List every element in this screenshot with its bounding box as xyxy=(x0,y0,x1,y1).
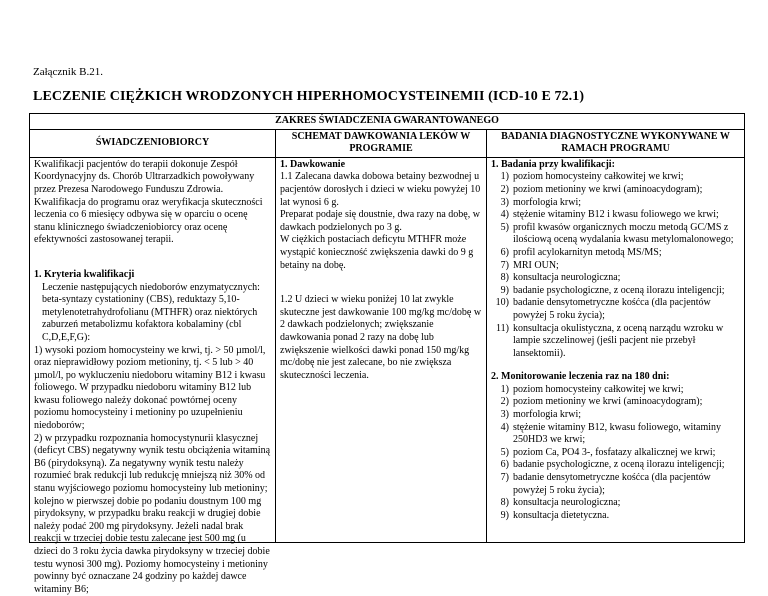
criteria-item-2: 2) w przypadku rozpoznania homocystynurii klasycznej (deficyt CBS) negatywny wynik testu obciążenia witaminą B6 (pirydoksyną). Za negatywny wynik testu należy rozumieć brak redukcji lub redukcję mniejszą niż 30% od stanu wyjściowego poziomu homocysteiny lub metioniny; kolejno w pierwszej dobie po podaniu doustnym 100 mg pirydoksyny, w przypadku braku reakcji w drugiej dobie należy podać 200 mg pirydoksyny. Jeżeli nadal brak reakcji w trzeciej dobie testu zalecane jest 500 mg (u dzieci do 3 roku życia dawka pirydoksyny w trzeciej dobie testu wynosi 300 mg). Poziomy homocysteiny i metioniny powinny być oznaczane 24 godziny po każdej dawce witaminy B6; xyxy=(34,432,271,595)
list-text: morfologia krwi; xyxy=(513,196,582,208)
list-item xyxy=(491,459,740,472)
criteria-title: 1. Kryteria kwalifikacji xyxy=(34,268,135,280)
list-text: konsultacja dietetyczna. xyxy=(513,509,610,521)
list-item xyxy=(491,222,740,247)
diagnostics-cell xyxy=(487,157,745,542)
list-text: profil kwasów organicznych moczu metodą GC/MS z ilościową oceną wydalania kwasu metylomalonowego; xyxy=(513,221,734,246)
list-number: 7) xyxy=(500,259,509,271)
monitoring-title: 2. Monitorowanie leczenia raz na 180 dni: xyxy=(491,371,670,383)
list-item xyxy=(491,209,740,222)
criteria-intro: Leczenie następujących niedoborów enzymatycznych: beta-syntazy cystationiny (CBS), reduktazy 5,10-metylenotetrahydrofolianu (MTHFR) oraz niektórych zaburzeń metabolizmu kofaktora kobalaminy (cbl C,D,E,F,G): xyxy=(42,281,260,343)
list-text: badanie densytometryczne kośćca (dla pacjentów powyżej 5 roku życia); xyxy=(513,297,711,321)
dosage-paragraph-3: W ciężkich postaciach deficytu MTHFR może wystąpić konieczność zwiększenia dawki do 9 g betainy na dobę. xyxy=(280,234,474,271)
list-text: stężenie witaminy B12, kwasu foliowego, witaminy 250HD3 we krwi; xyxy=(513,421,722,446)
list-text: badanie psychologiczne, z oceną ilorazu inteligencji; xyxy=(513,459,725,471)
list-item xyxy=(491,472,740,497)
qualification-tests-title: 1. Badania przy kwalifikacji: xyxy=(491,158,615,170)
list-item xyxy=(491,272,740,285)
col1-header: ŚWIADCZENIOBIORCY xyxy=(30,129,276,157)
criteria-item-1: 1) wysoki poziom homocysteiny we krwi, tj. > 50 µmol/l, oraz nieprawidłowy poziom metioniny, tj. < 5 lub > 40 µmol/l, po wykluczeniu niedoboru witaminy B12 i kwasu foliowego. W przypadku niedoboru witaminy B12 lub kwasu foliowego należy dokonać powtórnej oceny poziomu homocysteiny i metioniny po uzupełnieniu niedoborów; xyxy=(34,344,266,432)
list-text: badanie psychologiczne, z oceną ilorazu inteligencji; xyxy=(513,284,725,296)
list-number: 2) xyxy=(500,396,509,408)
list-text: konsultacja neurologiczna; xyxy=(513,272,621,284)
dosage-paragraph-1: 1.1 Zalecana dawka dobowa betainy bezwodnej u pacjentów dorosłych i dzieci w wieku powyżej 10 lat wynosi 6 g. xyxy=(280,171,481,208)
list-number: 5) xyxy=(500,446,509,458)
list-item xyxy=(491,409,740,422)
list-number: 10) xyxy=(495,297,509,309)
list-item xyxy=(491,260,740,273)
list-item xyxy=(491,297,740,322)
list-item xyxy=(491,323,740,361)
list-number: 7) xyxy=(500,472,509,484)
dosage-cell xyxy=(276,157,487,542)
list-text: konsultacja okulistyczna, z oceną narządu wzroku w lampie szczelinowej (jeśli pacjent nie przebył lansektomii). xyxy=(513,322,724,359)
list-item xyxy=(491,184,740,197)
list-text: MRI OUN; xyxy=(513,259,559,271)
list-number: 1) xyxy=(500,383,509,395)
list-number: 3) xyxy=(500,196,509,208)
list-number: 1) xyxy=(500,171,509,183)
scope-header: ZAKRES ŚWIADCZENIA GWARANTOWANEGO xyxy=(30,114,745,130)
list-text: poziom homocysteiny całkowitej we krwi; xyxy=(513,383,684,395)
qualification-tests-list xyxy=(491,171,740,360)
list-text: poziom metioniny we krwi (aminoacydogram); xyxy=(513,183,703,195)
list-number: 2) xyxy=(500,183,509,195)
list-text: poziom metioniny we krwi (aminoacydogram); xyxy=(513,396,703,408)
list-item xyxy=(491,197,740,210)
list-number: 6) xyxy=(500,459,509,471)
page-title: LECZENIE CIĘŻKICH WRODZONYCH HIPERHOMOCYSTEINEMII (ICD-10 E 72.1) xyxy=(33,89,585,104)
list-number: 8) xyxy=(500,272,509,284)
list-item xyxy=(491,171,740,184)
list-text: poziom homocysteiny całkowitej we krwi; xyxy=(513,171,684,183)
list-number: 6) xyxy=(500,246,509,258)
list-number: 9) xyxy=(500,284,509,296)
list-text: poziom Ca, PO4 3-, fosfatazy alkalicznej we krwi; xyxy=(513,446,716,458)
list-number: 11) xyxy=(496,322,509,334)
patients-cell xyxy=(30,157,276,595)
list-text: badanie densytometryczne kośćca (dla pacjentów powyżej 5 roku życia); xyxy=(513,472,711,496)
list-number: 8) xyxy=(500,497,509,509)
list-item xyxy=(491,422,740,447)
list-text: profil acylokarnityn metodą MS/MS; xyxy=(513,246,662,258)
col3-header: BADANIA DIAGNOSTYCZNE WYKONYWANE W RAMACH PROGRAMU xyxy=(487,129,745,157)
list-item xyxy=(491,384,740,397)
col2-header: SCHEMAT DAWKOWANIA LEKÓW W PROGRAMIE xyxy=(276,129,487,157)
list-text: morfologia krwi; xyxy=(513,409,582,421)
list-item xyxy=(491,510,740,523)
list-item xyxy=(491,247,740,260)
list-item xyxy=(491,497,740,510)
list-text: konsultacja neurologiczna; xyxy=(513,497,621,509)
list-item xyxy=(491,285,740,298)
dosage-paragraph-2: Preparat podaje się doustnie, dwa razy na dobę, w dawkach podzielonych po 3 g. xyxy=(280,209,480,233)
list-item xyxy=(491,447,740,460)
list-number: 9) xyxy=(500,509,509,521)
qualification-intro: Kwalifikacji pacjentów do terapii dokonuje Zespół Koordynacyjny ds. Chorób Ultrarzadkich powoływany przez Prezesa Narodowego Funduszu Zdrowia. Kwalifikacja do programu oraz weryfikacja skuteczności leczenia co 6 miesięcy odbywa się w oparciu o ocenę stanu klinicznego świadczeniobiorcy oraz ocenę efektywności zastosowanej terapii. xyxy=(34,158,263,246)
list-number: 3) xyxy=(500,409,509,421)
dosage-title: 1. Dawkowanie xyxy=(280,158,346,170)
program-table xyxy=(29,113,745,595)
list-text: stężenie witaminy B12 i kwasu foliowego we krwi; xyxy=(513,209,719,221)
list-item xyxy=(491,396,740,409)
list-number: 5) xyxy=(500,221,509,233)
list-number: 4) xyxy=(500,421,509,433)
monitoring-tests-list xyxy=(491,384,740,523)
list-number: 4) xyxy=(500,209,509,221)
annex-label: Załącznik B.21. xyxy=(33,66,103,78)
dosage-paragraph-4: 1.2 U dzieci w wieku poniżej 10 lat zwykle skuteczne jest dawkowanie 100 mg/kg mc/dobę w 2 dawkach podzielonych; zwiększanie dawkowania ponad 2 razy na dobę lub zwiększenie wielkości dawki ponad 150 mg/kg mc/dobę nie jest zalecane, bo nie zwiększa skuteczności leczenia. xyxy=(280,294,482,381)
